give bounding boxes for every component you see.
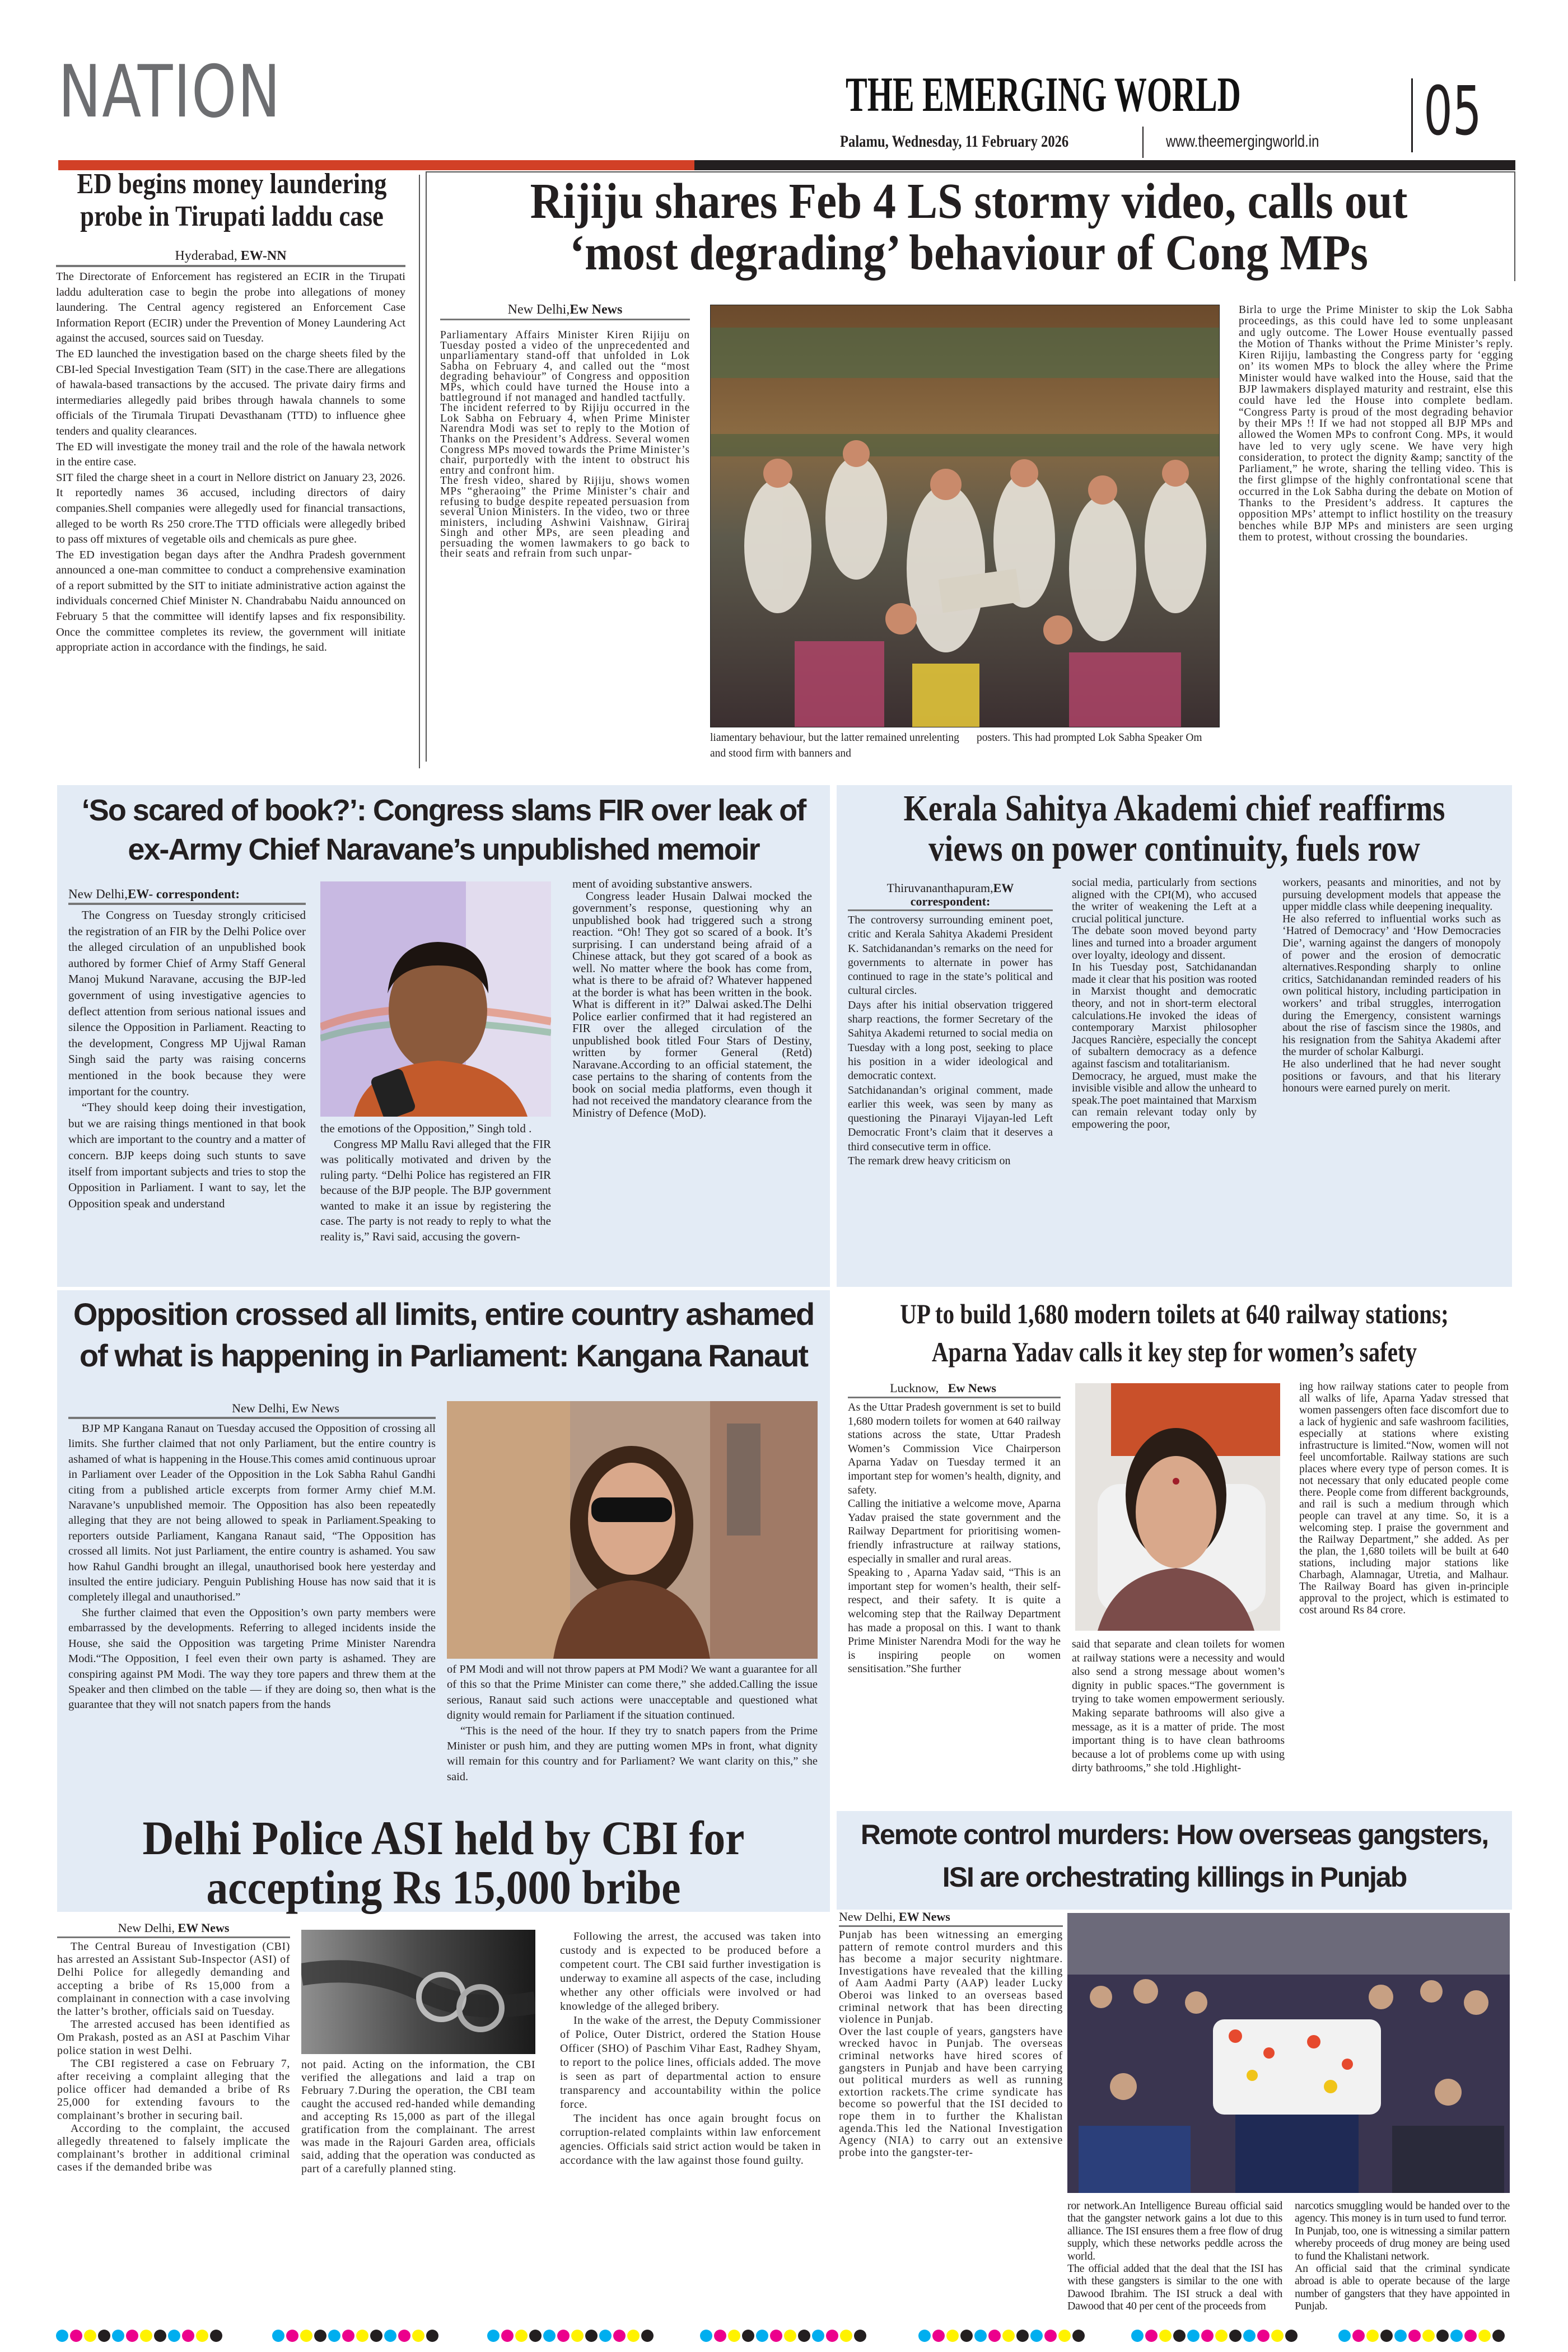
registration-dot <box>1422 2330 1435 2342</box>
paragraph: The ED will investigate the money trail and the role of the hawala network in the entire case. <box>56 440 405 469</box>
article-body-col-2 <box>447 1662 818 1785</box>
registration-dot <box>960 2330 973 2342</box>
byline-place: Lucknow, <box>890 1381 939 1395</box>
registration-dot <box>1257 2330 1270 2342</box>
paragraph: The ED launched the investigation based on the charge sheets filed by the CBI-led Special Investigation Team (SIT) in the case.There are allegations of hawala-based transactions by the accused. The private dairy firms and intermediaries allegedly paid bribes through hawala channels to some officials of the Tirumala Tirupati Devasthanam (TTD) to influence ghee tenders and quality clearances. <box>56 347 405 437</box>
paragraph: In his Tuesday post, Satchidanandan made it clear that his position was rooted in Marxist thought and democratic theory, and not in short-term electoral calculations.He invoked the ideas of contemporary Marxist philosopher Jacques Rancière, especially the concept of subaltern democracy as a defence against fascism and totalitarianism. <box>1072 961 1257 1070</box>
registration-dot <box>182 2330 194 2342</box>
section-title: NATION <box>58 50 282 134</box>
registration-dot <box>140 2330 152 2342</box>
registration-dot <box>728 2330 740 2342</box>
registration-dot <box>1285 2330 1298 2342</box>
registration-dot <box>56 2330 68 2342</box>
registration-dot <box>1436 2330 1449 2342</box>
byline-place: New Delhi, <box>232 1401 289 1415</box>
article-body-col-2 <box>320 1121 551 1244</box>
article-body-col-3 <box>560 1930 821 2168</box>
speaker-portrait-image <box>320 881 551 1117</box>
registration-dot <box>1002 2330 1015 2342</box>
registration-dot <box>196 2330 208 2342</box>
byline <box>848 1381 1061 1398</box>
paragraph: The Central Bureau of Investigation (CBI) has arrested an Assistant Sub-Inspector (ASI) of Delhi Police for allegedly demanding and accepting a bribe of Rs 15,000 from a complainant in connection with a case involving the latter’s brother, officials said on Tuesday. <box>57 1940 290 2018</box>
registration-dot <box>370 2330 382 2342</box>
article-body-col-3 <box>1282 877 1501 1095</box>
article-body-col-3 <box>1295 2200 1510 2313</box>
registration-dot <box>1215 2330 1228 2342</box>
registration-dot <box>1044 2330 1057 2342</box>
paragraph: The Directorate of Enforcement has registered an ECIR in the Tirupati laddu adulteration case to begin the probe into allegations of money laundering. The Central agency registered an Enforcement Case Information Report (ECIR) under the Prevention of Money Laundering Act against the accused, sources said on Tuesday. <box>56 270 405 345</box>
paragraph: In the wake of the arrest, the Deputy Commissioner of Police, Outer District, ordered the Station House Officer (SHO) of Paschim Vihar East, Radhey Shyam, to report to the police lines, officials added. The move is seen as part of departmental action to ensure transparency and accountability within the police force. <box>560 2014 821 2111</box>
paragraph: The debate soon moved beyond party lines and turned into a broader argument over loyalty, ideology and dissent. <box>1072 925 1257 962</box>
registration-dot <box>826 2330 838 2342</box>
kangana-portrait-image <box>447 1401 818 1659</box>
aparna-yadav-photo <box>1075 1383 1280 1631</box>
byline-agency: EW- correspondent: <box>128 887 240 901</box>
paragraph: According to the complaint, the accused allegedly threatened to falsely implicate the complainant’s brother in additional criminal cases if the demanded bribe was <box>57 2122 290 2174</box>
registration-dot <box>1352 2330 1365 2342</box>
byline-agency: EW News <box>898 1910 950 1924</box>
paragraph: In Punjab, too, one is witnessing a similar pattern whereby proceeds of drug money are being used to fund the Khalistani network. <box>1295 2224 1510 2262</box>
headline[interactable]: ED begins money laundering probe in Tirupati laddu case <box>77 168 387 232</box>
byline-agency: Ew News <box>291 1401 339 1415</box>
article-body-col-3: ing how railway stations cater to people from all walks of life, Aparna Yadav stressed that women passengers often face discomfort due to a lack of hygienic and safe washroom facilities, especially at stations where existing infrastructure is limited.“Now, women will not feel uncomfortable. Railway stations are such places where every type of person comes. It is not necessary that only educated people come there. People come from different backgrounds, and rail is such a medium through which people can travel at any time. So, it is a welcoming step. I praise the government and the Railway Department,” she added. As per the plan, the 1,680 toilets will be built at 640 stations, including major stations like Charbagh, Alamnagar, Utretia, and Malhaur. The Railway Board has given in-principle approval to the project, which is estimated to cost around Rs 84 crore. <box>1299 1381 1509 1616</box>
registration-dot <box>918 2330 931 2342</box>
paragraph: ror network.An Intelligence Bureau official said that the gangster network gains a lot due to this alliance. The ISI ensures them a free flow of drug supply, which these networks peddle across the world. <box>1067 2200 1282 2262</box>
registration-dot <box>599 2330 612 2342</box>
registration-dot-group <box>487 2330 654 2342</box>
article-book <box>57 785 830 1287</box>
registration-dot <box>1016 2330 1029 2342</box>
registration-dot <box>798 2330 810 2342</box>
registration-dot <box>543 2330 556 2342</box>
paragraph: “This is the need of the hour. If they try to snatch papers from the Prime Minister or push him, and they are putting women MPs in front, what dignity will remain for this country and for Parliament? We want clarity on this,” she said. <box>447 1724 818 1783</box>
article-body <box>848 1401 1061 1676</box>
paragraph: SIT filed the charge sheet in a court in Nellore district on January 23, 2026. It reportedly names 36 accused, including directors of dairy companies.Shell companies were allegedly used for financial transactions, alleged to be worth Rs 250 crore.The TTD officials were allegedly bribed to pass off mixtures of vegetable oils and chemicals as pure ghee. <box>56 471 405 546</box>
registration-dot <box>756 2330 768 2342</box>
registration-dot <box>1187 2330 1200 2342</box>
registration-dot <box>412 2330 424 2342</box>
registration-dot <box>1408 2330 1421 2342</box>
registration-dot <box>501 2330 514 2342</box>
photo-caption-col-2: posters. This had prompted Lok Sabha Speaker Om <box>977 732 1202 744</box>
registration-dot <box>356 2330 368 2342</box>
byline-place: New Delhi, <box>68 887 128 901</box>
registration-dot <box>742 2330 754 2342</box>
registration-dot <box>1450 2330 1463 2342</box>
paragraph: The CBI registered a case on February 7, after receiving a complaint alleging that the police officer had demanded a bribe of Rs 25,000 for extending favours to the complainant’s brother in securing bail. <box>57 2057 290 2122</box>
article-ed <box>56 168 405 773</box>
registration-dot <box>840 2330 852 2342</box>
registration-dot <box>784 2330 796 2342</box>
registration-dot <box>1271 2330 1284 2342</box>
registration-dot <box>314 2330 326 2342</box>
registration-dot <box>384 2330 396 2342</box>
photo-caption-col-1: liamentary behaviour, but the latter remained unrelenting and stood firm with banners and <box>710 732 959 759</box>
registration-dot <box>1030 2330 1043 2342</box>
paragraph: The official added that the deal that the ISI has with these gangsters is similar to the one with Dawood Ibrahim. The ISI struck a deal with Dawood that 40 per cent of the proceeds from <box>1067 2262 1282 2313</box>
parliament-scene-image <box>711 305 1220 727</box>
punjab-funeral-photo <box>1067 1913 1510 2193</box>
registration-dot <box>1145 2330 1158 2342</box>
handcuffs-image <box>301 1930 535 2054</box>
registration-dot <box>328 2330 340 2342</box>
paragraph: Speaking to , Aparna Yadav said, “This is an important step for women’s health, their self-respect, and their safety. It is quite a welcoming step that the Railway Department has made a proposal on this. I want to thank Prime Minister Narendra Modi for the way he is inspiring people on women sensitisation.”She further <box>848 1566 1061 1676</box>
byline-agency: EW correspondent: <box>910 881 1014 908</box>
registration-marks <box>56 2330 1523 2346</box>
paragraph: Satchidanandan’s original comment, made earlier this week, was seen by many as questioning the Pinarayi Vijayan-led Left Democratic Front’s claim that it deserves a third consecutive term in office. <box>848 1084 1053 1153</box>
registration-dot <box>168 2330 180 2342</box>
paragraph: The Congress on Tuesday strongly criticised the registration of an FIR by the Delhi Police over the alleged circulation of an unpublished book authored by former Chief of Army Staff General Manoj Mukund Naravane, accusing the BJP-led government of using investigative agencies to deflect attention from serious national issues and silence the Opposition in Parliament. Reacting to the development, Congress MP Ujjwal Raman Singh said the party was raising concerns mentioned in the book because they were important for the country. <box>68 908 306 1098</box>
registration-dot <box>98 2330 110 2342</box>
paragraph: Democracy, he argued, must make the invisible visible and allow the unheard to speak.The poet maintained that Marxism can remain relevant today only by empowering the poor, <box>1072 1070 1257 1131</box>
paragraph: She further claimed that even the Opposition’s own party members were embarrassed by the developments. Referring to alleged incidents inside the House, she said the Opposition was targeting Prime Minister Narendra Modi.“The Opposition, I feel even their own party is ashamed. They are conspiring against PM Modi. The way they tore papers and threw them at the Speaker and then climbed on the table — if they are doing so, then what is the guarantee that they will not snatch papers from the hands <box>68 1606 436 1711</box>
paragraph: Calling the initiative a welcome move, Aparna Yadav praised the state government and the Railway Department for prioritising women-friendly infrastructure at railway stations, especially in smaller and rural areas. <box>848 1497 1061 1565</box>
registration-dot <box>1173 2330 1186 2342</box>
registration-dot <box>613 2330 626 2342</box>
registration-dot <box>812 2330 824 2342</box>
article-body-col-2: said that separate and clean toilets for women at railway stations were a necessity and would also send a strong message about women’s dignity in public spaces.“The government is trying to take women empowerment seriously. Making separate bathrooms will also give a message, as it is a matter of pride. The most important thing is to have clean bathrooms because a lot of problems come up with using dirty bathrooms,” she told .Highlight- <box>1072 1638 1285 1775</box>
headline[interactable]: Delhi Police ASI held by CBI for accepting Rs 15,000 bribe <box>142 1811 745 1914</box>
column-rule <box>419 175 420 768</box>
registration-dot <box>286 2330 298 2342</box>
paragraph: Following the arrest, the accused was taken into custody and is expected to be produced before a competent court. The CBI said further investigation is underway to examine all aspects of the case, including whether any other officials were involved or had knowledge of the alleged bribery. <box>560 1930 821 2013</box>
registration-dot <box>300 2330 312 2342</box>
paragraph: The incident referred to by Rijiju occurred in the Lok Sabha on February 4, when Prime Minister Narendra Modi was set to reply to the Motion of Thanks on the President’s Address. Several women Congress MPs moved towards the Prime Minister’s chair, purportedly with the intent to obstruct his entry and confront him. <box>440 402 690 477</box>
byline-place: New Delhi, <box>118 1921 175 1935</box>
registration-dot <box>770 2330 782 2342</box>
registration-dot <box>1380 2330 1393 2342</box>
crowd-procession-image <box>1067 1913 1510 2193</box>
registration-dot <box>946 2330 959 2342</box>
article-body-col-2 <box>1067 2200 1282 2313</box>
paragraph: social media, particularly from sections aligned with the CPI(M), who accused the writer of weakening the Left at a crucial political juncture. <box>1072 876 1257 925</box>
registration-dot <box>557 2330 570 2342</box>
paragraph: He also underlined that he had never sought positions or favours, and that his literary honours were earned purely on merit. <box>1282 1057 1501 1095</box>
paragraph: Punjab has been witnessing an emerging pattern of remote control murders and this has become a major security nightmare. Investigations have revealed that the killing of Aam Aadmi Party (AAP) leader Lucky Oberoi was linked to an overseas based criminal network that has been directing violence in Punjab. <box>839 1929 1063 2026</box>
registration-dot <box>1072 2330 1085 2342</box>
registration-dot <box>932 2330 945 2342</box>
registration-dot <box>1492 2330 1505 2342</box>
article-body <box>440 330 690 559</box>
article-kerala <box>837 785 1512 1287</box>
registration-dot <box>529 2330 542 2342</box>
registration-dot <box>1131 2330 1144 2342</box>
registration-dot <box>84 2330 96 2342</box>
paragraph: An official said that the criminal syndicate abroad is able to operate because of the large number of gangsters that they have appointed in Punjab. <box>1295 2262 1510 2313</box>
article-body <box>848 913 1053 1168</box>
registration-dot <box>126 2330 138 2342</box>
article-body <box>56 269 405 656</box>
registration-dot-group <box>272 2330 438 2342</box>
byline-place: New Delhi, <box>507 302 570 317</box>
registration-dot <box>641 2330 654 2342</box>
byline <box>56 249 405 267</box>
headline[interactable]: Rijiju shares Feb 4 LS stormy video, calls out ‘most degrading’ behaviour of Cong MPs <box>530 174 1408 281</box>
registration-dot <box>342 2330 354 2342</box>
website-link[interactable]: www.theemergingworld.in <box>1166 132 1319 151</box>
registration-dot <box>1464 2330 1477 2342</box>
article-body <box>839 1929 1063 2159</box>
paper-name: THE EMERGING WORLD <box>846 68 1241 122</box>
paragraph: Parliamentary Affairs Minister Kiren Rijiju on Tuesday posted a video of the unprecedented and unparliamentary stand-off that unfolded in Lok Sabha on February 4, and called out the “most degrading behaviour” of Congress and opposition MPs, which could have turned the House into a battleground if not managed and handled tactfully. <box>440 329 690 404</box>
article-asi <box>57 1811 830 2309</box>
article-body-col-4: Birla to urge the Prime Minister to skip the Lok Sabha proceedings, as this could have led to some unpleasant and ugly outcome. The Lower House eventually passed the Motion of Thanks without the Prime Minister’s reply. Kiren Rijiju, lambasting the Congress party for ‘egging on’ its women MPs to block the alley where the Prime Minister would have walked into the House, said that the BJP lawmakers displayed maturity and restraint, else this could have led the House into complete bedlam. “Congress Party is proud of the most degrading behavior by their MPs !! If we had not stopped all BJP MPs and allowed the Women MPs to confront Cong. MPs, it would have led to very ugly scene. We have very high consideration, to protect the dignity &amp; sanctity of the Parliament,” he wrote, sharing the telling video. This is the first glimpse of the highly confrontational scene that occurred in the Lok Sabha during the debate on Motion of Thanks to the President’s address. It captures the opposition MPs’ attempt to inflict hostility on the treasury benches while BJP MPs and ministers are seen urging them to protest, without crossing the boundaries. <box>1239 304 1513 543</box>
registration-dot <box>70 2330 82 2342</box>
registration-dot <box>1394 2330 1407 2342</box>
registration-dot <box>515 2330 528 2342</box>
article-toilets <box>837 1290 1512 1811</box>
registration-dot <box>714 2330 726 2342</box>
paragraph: Days after his initial observation triggered sharp reactions, the former Secretary of the Sahitya Akademi returned to social media on Tuesday with a long post, seeking to place his position in a wider ideological and democratic context. <box>848 998 1053 1082</box>
headline[interactable]: ‘So scared of book?’: Congress slams FIR over leak of ex-Army Chief Naravane’s unpublished memoir <box>81 794 806 866</box>
byline <box>848 881 1053 911</box>
headline[interactable]: UP to build 1,680 modern toilets at 640 railway stations; Aparna Yadav calls it key step for women’s safety <box>900 1298 1449 1368</box>
paragraph: The fresh video, shared by Rijiju, shows women MPs “gheraoing” the Prime Minister’s chair and refusing to budge despite repeated persuasion from several Union Ministers. In the video, two or three ministers, including Ashwini Vaishnaw, Giriraj Singh and other MPs, are seen pleading and persuading the women lawmakers to go back to their seats and refrain from such unpar- <box>440 475 690 560</box>
byline-agency: Ew News <box>570 302 623 317</box>
kangana-ranaut-photo <box>447 1401 818 1659</box>
article-body <box>68 1421 436 1713</box>
registration-dot <box>700 2330 712 2342</box>
aparna-portrait-image <box>1075 1383 1280 1631</box>
byline <box>57 1921 290 1938</box>
registration-dot-group <box>700 2330 866 2342</box>
headline[interactable]: Remote control murders: How overseas gangsters, ISI are orchestrating killings in Punjab <box>860 1819 1488 1893</box>
headline[interactable]: Opposition crossed all limits, entire country ashamed of what is happening in Parliament: Kangana Ranaut <box>73 1296 814 1373</box>
registration-dot <box>1338 2330 1351 2342</box>
registration-dot <box>210 2330 222 2342</box>
byline-agency: Ew News <box>948 1381 996 1395</box>
paragraph: workers, peasants and minorities, and not by pursuing development models that appease the upper middle class while deepening inequality. <box>1282 876 1501 913</box>
paragraph: the emotions of the Opposition,” Singh told . <box>320 1122 532 1135</box>
article-body-col-2 <box>1072 877 1257 1131</box>
page-number: 05 <box>1424 73 1482 151</box>
paragraph: of PM Modi and will not throw papers at PM Modi? We want a guarantee for all of this so that the Prime Minister can come there,” she added.Calling the issue serious, Ranaut said such actions were unacceptable and questioned what dignity would remain for Parliament if the situation continued. <box>447 1663 818 1722</box>
paragraph: Congress MP Mallu Ravi alleged that the FIR was politically motivated and driven by the ruling party. “Delhi Police has registered an FIR because of the BJP people. The BJP government wanted to make it an issue by registering the case. The party is not ready to reply to what the reality is,” Ravi said, accusing the govern- <box>320 1137 551 1243</box>
byline-agency: EW-NN <box>240 249 287 263</box>
byline <box>68 887 306 905</box>
dateline: Palamu, Wednesday, 11 February 2026 <box>840 132 1069 151</box>
registration-dot <box>627 2330 640 2342</box>
handcuffs-photo <box>301 1930 535 2054</box>
registration-dot <box>426 2330 438 2342</box>
registration-dot <box>1159 2330 1172 2342</box>
registration-dot <box>974 2330 987 2342</box>
left-border <box>426 280 427 762</box>
registration-dot <box>1366 2330 1379 2342</box>
paragraph: BJP MP Kangana Ranaut on Tuesday accused the Opposition of crossing all limits. She further claimed that not only Parliament, but the entire country is ashamed of what is happening in the House.This comes amid continuous uproar in Parliament over Leader of the Opposition in the Lok Sabha Rahul Gandhi citing from a published article excerpts from former Army chief M.M. Naravane’s unpublished memoir. The Opposition has also been repeatedly alleging that they are not being allowed to speak in Parliament.Speaking to reporters outside Parliament, Kangana Ranaut said, “The Opposition has crossed all limits. Not just Parliament, the entire country is ashamed. You saw how Rahul Gandhi brought an illegal, unauthorised book here yesterday and insulted the entire judiciary. Penguin Publishing House has now said that it is completely illegal and unauthorised.” <box>68 1422 436 1604</box>
registration-dot <box>585 2330 598 2342</box>
paragraph: As the Uttar Pradesh government is set to build 1,680 modern toilets for women at 640 railway stations across the state, Uttar Pradesh Women’s Commission Vice Chairperson Aparna Yadav on Tuesday termed it an important step for women’s health, dignity, and safety. <box>848 1401 1061 1496</box>
paragraph: Over the last couple of years, gangsters have wrecked havoc in Punjab. The overseas criminal networks have hired scores of gangsters in Punjab and have been carrying out political murders as well as running extortion rackets.The crime syndicate has become so powerful that the ISI decided to rope them in to further the Khalistan agenda.This led the National Investigation Agency (NIA) to carry out an extensive probe into the gangster-ter- <box>839 2025 1063 2159</box>
dateline-divider <box>1142 127 1144 158</box>
registration-dot <box>988 2330 1001 2342</box>
article-body <box>68 907 306 1211</box>
byline-place: New Delhi, <box>839 1910 896 1924</box>
paragraph: Congress leader Husain Dalwai mocked the government’s response, questioning why an unpublished book had triggered such a strong reaction. “Oh! They got so scared of a book. It’s surprising. I can understand being afraid of a Chinese attack, but they got scared of a book as well. No matter where the book has come from, what is there to be afraid of? Whatever happened at the border is what has been written in the book. What is different in it?” Dalwai asked.The Delhi Police earlier confirmed that it had registered an FIR over the alleged circulation of the unpublished book titled Four Stars of Destiny, written by former General (Retd) Naravane.According to an official statement, the case pertains to the sharing of contents from the book on social media platforms, even though it had not received the mandatory clearance from the Ministry of Defence (MoD). <box>572 889 812 1119</box>
registration-dot <box>112 2330 124 2342</box>
byline-agency: EW News <box>178 1921 230 1935</box>
registration-dot <box>1478 2330 1491 2342</box>
registration-dot-group <box>1338 2330 1505 2342</box>
paragraph: He also referred to influential works such as ‘Hatred of Democracy’ and ‘How Democracies Die’, warning against the dangers of monopoly of power and the erosion of democratic alternatives.Responding sharply to online critics, Satchidanandan reminded readers of his own political history, including participation in workers’ and tribal struggles, interrogation during the Emergency, consistent warnings about the rise of fascism since the 1980s, and his resignation from the Sahitya Akademi after the murder of scholar Kalburgi. <box>1282 912 1501 1058</box>
paragraph: “They should keep doing their investigation, but we are raising things mentioned in that book which are important to the country and a matter of concern. BJP keeps doing such stunts to save itself from important subjects and tries to stop the Opposition in Parliament. I want to say, let the Opposition speak and understand <box>68 1100 306 1210</box>
page-number-divider <box>1411 78 1413 152</box>
registration-dot <box>487 2330 500 2342</box>
byline <box>440 302 690 320</box>
article-body <box>57 1940 290 2174</box>
article-body-col-3 <box>572 878 812 1119</box>
paragraph: ment of avoiding substantive answers. <box>572 877 753 890</box>
paragraph: The incident has once again brought focus on corruption-related complaints within law enforcement agencies. Officials said strict action would be taken in accordance with the law against those found guilty. <box>560 2112 821 2167</box>
registration-dot <box>398 2330 410 2342</box>
article-rijiju <box>426 168 1518 773</box>
registration-dot <box>1243 2330 1256 2342</box>
lok-sabha-photo <box>710 305 1220 727</box>
byline-place: Thiruvananthapuram, <box>886 881 993 895</box>
ujjwal-raman-singh-photo <box>320 881 551 1117</box>
headline[interactable]: Kerala Sahitya Akademi chief reaffirms views on power continuity, fuels row <box>903 788 1445 869</box>
article-body-col-2: not paid. Acting on the information, the CBI verified the allegations and laid a trap on February 7.During the operation, the CBI team caught the accused red-handed while demanding and accepting Rs 15,000 as part of the illegal gratification from the complainant. The arrest was made in the Rajouri Garden area, officials said, adding that the operation was conducted as part of a carefully planned sting. <box>301 2059 535 2175</box>
registration-dot <box>154 2330 166 2342</box>
registration-dot <box>272 2330 284 2342</box>
registration-dot <box>1201 2330 1214 2342</box>
article-kangana <box>57 1290 830 1811</box>
registration-dot-group <box>1131 2330 1298 2342</box>
registration-dot <box>854 2330 866 2342</box>
paragraph: narcotics smuggling would be handed over to the agency. This money is in turn used to fund terror. <box>1295 2200 1510 2225</box>
article-punjab <box>837 1811 1512 2313</box>
registration-dot <box>1229 2330 1242 2342</box>
paragraph: The arrested accused has been identified as Om Prakash, posted as an ASI at Paschim Vihar police station in west Delhi. <box>57 2018 290 2057</box>
paragraph: The ED investigation began days after the Andhra Pradesh government announced a one-man committee to conduct a comprehensive examination of a report submitted by the SIT to initiate administrative action against the individuals concerned Chief Minister N. Chandrababu Naidu announced on February 5 that the committee will identify lapses and fix responsibility. Once the committee completes its review, the government will initiate appropriate action in accordance with the findings, he said. <box>56 548 405 654</box>
byline-place: Hyderabad, <box>175 249 237 263</box>
registration-dot-group <box>918 2330 1085 2342</box>
byline <box>68 1401 436 1419</box>
paragraph: The remark drew heavy criticism on <box>848 1155 1011 1168</box>
registration-dot-group <box>56 2330 222 2342</box>
byline <box>839 1910 1063 1927</box>
paragraph: The controversy surrounding eminent poet, critic and Kerala Sahitya Akademi President K. Satchidanandan’s remarks on the need for governments to alternate in power has continued to rage in the state’s political and cultural circles. <box>848 914 1053 997</box>
registration-dot <box>571 2330 584 2342</box>
registration-dot <box>1058 2330 1071 2342</box>
